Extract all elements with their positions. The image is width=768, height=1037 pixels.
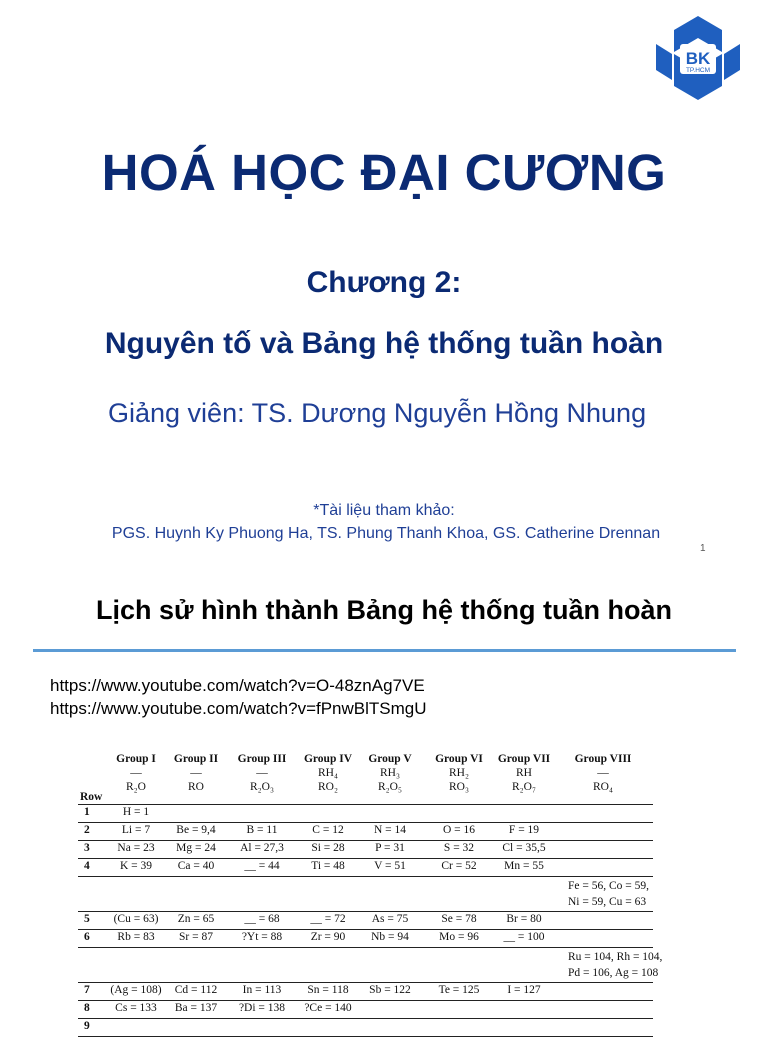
element-cell: ?Ce = 140 — [304, 1002, 352, 1014]
reference-authors: PGS. Huynh Ky Phuong Ha, TS. Phung Thanh Khoa, GS. Catherine Drennan — [111, 525, 661, 542]
group-name: Group III — [237, 753, 287, 765]
element-cell: P = 31 — [375, 842, 405, 854]
element-cell: Si = 28 — [311, 842, 345, 854]
chapter-title: Nguyên tố và Bảng hệ thống tuần hoàn — [104, 327, 664, 360]
group-header — [563, 752, 643, 794]
element-cell: In = 113 — [242, 984, 282, 996]
slide-title: Lịch sử hình thành Bảng hệ thống tuần hoàn — [95, 595, 672, 625]
row-number: 8 — [84, 1002, 90, 1014]
lecturer-name: Giảng viên: TS. Dương Nguyễn Hồng Nhung — [108, 398, 647, 428]
slide-2 — [0, 565, 768, 1032]
table-header — [78, 752, 653, 804]
table-row — [78, 930, 653, 947]
element-cell: C = 12 — [312, 824, 344, 836]
element-cell: Be = 9,4 — [176, 824, 216, 836]
element-cell: Li = 7 — [121, 824, 151, 836]
element-cell: Ca = 40 — [177, 860, 215, 872]
table-row — [78, 1019, 653, 1036]
row-number: 2 — [84, 824, 90, 836]
element-cell: Cd = 112 — [174, 984, 218, 996]
element-cell: Cs = 133 — [115, 1002, 157, 1014]
group-oxide: R₂O₅ — [378, 781, 402, 793]
element-cell: Nb = 94 — [371, 931, 409, 943]
youtube-link-1[interactable]: https://www.youtube.com/watch?v=O-48znAg7VE — [50, 676, 425, 695]
element-cell: Ti = 48 — [311, 860, 345, 872]
element-cell: Mo = 96 — [439, 931, 479, 943]
table-row — [78, 983, 653, 1000]
element-cell: __ = 72 — [310, 913, 346, 925]
group-viii-row — [78, 948, 663, 982]
group-name: Group I — [116, 753, 156, 765]
group-viii-line: Fe = 56, Co = 59, — [568, 880, 650, 892]
svg-text:BK: BK — [685, 49, 711, 68]
mendeleev-periodic-table — [78, 752, 663, 1037]
course-title: HOÁ HỌC ĐẠI CƯƠNG — [101, 144, 667, 201]
group-hydride: — — [190, 767, 202, 779]
group-oxide: R₂O — [126, 781, 146, 793]
group-hydride: — — [130, 767, 142, 779]
row-number: 7 — [84, 984, 90, 996]
group-hydride: RH₃ — [380, 767, 400, 779]
group-header — [484, 752, 564, 794]
element-cell: S = 32 — [443, 842, 475, 854]
reference-heading: *Tài liệu tham khảo: — [313, 502, 455, 519]
element-cell: __ = 44 — [244, 860, 280, 872]
group-oxide: R₂O₇ — [512, 781, 536, 793]
element-cell: I = 127 — [507, 984, 541, 996]
group-hydride: RH₂ — [449, 767, 469, 779]
element-cell: V = 51 — [374, 860, 406, 872]
group-header — [350, 752, 430, 794]
group-hydride: RH — [516, 767, 532, 779]
row-number: 9 — [84, 1020, 90, 1032]
group-name: Group II — [173, 753, 219, 765]
page-number: 1 — [700, 543, 706, 554]
table-row — [78, 859, 653, 876]
element-cell: (Ag = 108) — [110, 984, 162, 996]
row-number: 3 — [84, 842, 90, 854]
group-name: Group VIII — [574, 753, 632, 765]
element-cell: H = 1 — [122, 806, 150, 818]
group-hydride: — — [256, 767, 268, 779]
group-name: Group V — [368, 753, 412, 765]
element-cell: Mg = 24 — [176, 842, 216, 854]
bk-university-logo — [652, 14, 744, 106]
row-number: 5 — [84, 913, 90, 925]
group-oxide: RO₂ — [318, 781, 338, 793]
element-cell: Al = 27,3 — [240, 842, 284, 854]
group-viii-row — [78, 877, 653, 911]
element-cell: K = 39 — [119, 860, 153, 872]
group-oxide: R₂O₃ — [250, 781, 274, 793]
group-oxide: RO₄ — [593, 781, 613, 793]
element-cell: ?Di = 138 — [238, 1002, 286, 1014]
group-hydride: RH₄ — [318, 767, 338, 779]
group-viii-line: Pd = 106, Ag = 108 — [568, 967, 659, 979]
row-number: 4 — [84, 860, 90, 872]
row-number: 6 — [84, 931, 90, 943]
row-number: 1 — [84, 806, 90, 818]
element-cell: Br = 80 — [506, 913, 542, 925]
element-cell: F = 19 — [508, 824, 540, 836]
element-cell: Cr = 52 — [441, 860, 477, 872]
element-cell: Zr = 90 — [310, 931, 346, 943]
table-row — [78, 841, 653, 858]
element-cell: Se = 78 — [441, 913, 477, 925]
element-cell: N = 14 — [373, 824, 407, 836]
table-row — [78, 823, 653, 840]
element-cell: As = 75 — [371, 913, 409, 925]
youtube-link-2[interactable]: https://www.youtube.com/watch?v=fPnwBlTSmgU — [50, 699, 427, 718]
element-cell: (Cu = 63) — [113, 913, 159, 925]
table-row — [78, 1001, 653, 1018]
row-column-header: Row — [80, 791, 103, 803]
element-cell: Sn = 118 — [307, 984, 349, 996]
svg-text:TP.HCM: TP.HCM — [685, 67, 711, 74]
group-viii-elements — [568, 878, 649, 910]
title-divider — [33, 649, 736, 652]
element-cell: O = 16 — [442, 824, 476, 836]
group-viii-elements — [568, 949, 662, 981]
group-name: Group IV — [303, 753, 353, 765]
element-cell: Mn = 55 — [504, 860, 544, 872]
element-cell: Zn = 65 — [177, 913, 215, 925]
group-oxide: RO — [188, 781, 204, 793]
group-viii-line: Ni = 59, Cu = 63 — [568, 896, 647, 908]
element-cell: Na = 23 — [117, 842, 155, 854]
table-row — [78, 912, 653, 929]
element-cell: Ba = 137 — [174, 1002, 218, 1014]
group-viii-line: Ru = 104, Rh = 104, — [568, 951, 663, 963]
element-cell: Sr = 87 — [179, 931, 213, 943]
element-cell: Cl = 35,5 — [502, 842, 546, 854]
element-cell: ?Yt = 88 — [241, 931, 283, 943]
element-cell: __ = 68 — [244, 913, 280, 925]
group-hydride: — — [597, 767, 609, 779]
element-cell: Sb = 122 — [369, 984, 411, 996]
group-oxide: RO₃ — [449, 781, 469, 793]
chapter-number: Chương 2: — [306, 266, 462, 299]
element-cell: B = 11 — [246, 824, 278, 836]
group-name: Group VII — [497, 753, 551, 765]
element-cell: Rb = 83 — [117, 931, 155, 943]
group-name: Group VI — [435, 753, 483, 765]
element-cell: Te = 125 — [438, 984, 480, 996]
element-cell: __ = 100 — [503, 931, 545, 943]
table-row — [78, 805, 653, 822]
